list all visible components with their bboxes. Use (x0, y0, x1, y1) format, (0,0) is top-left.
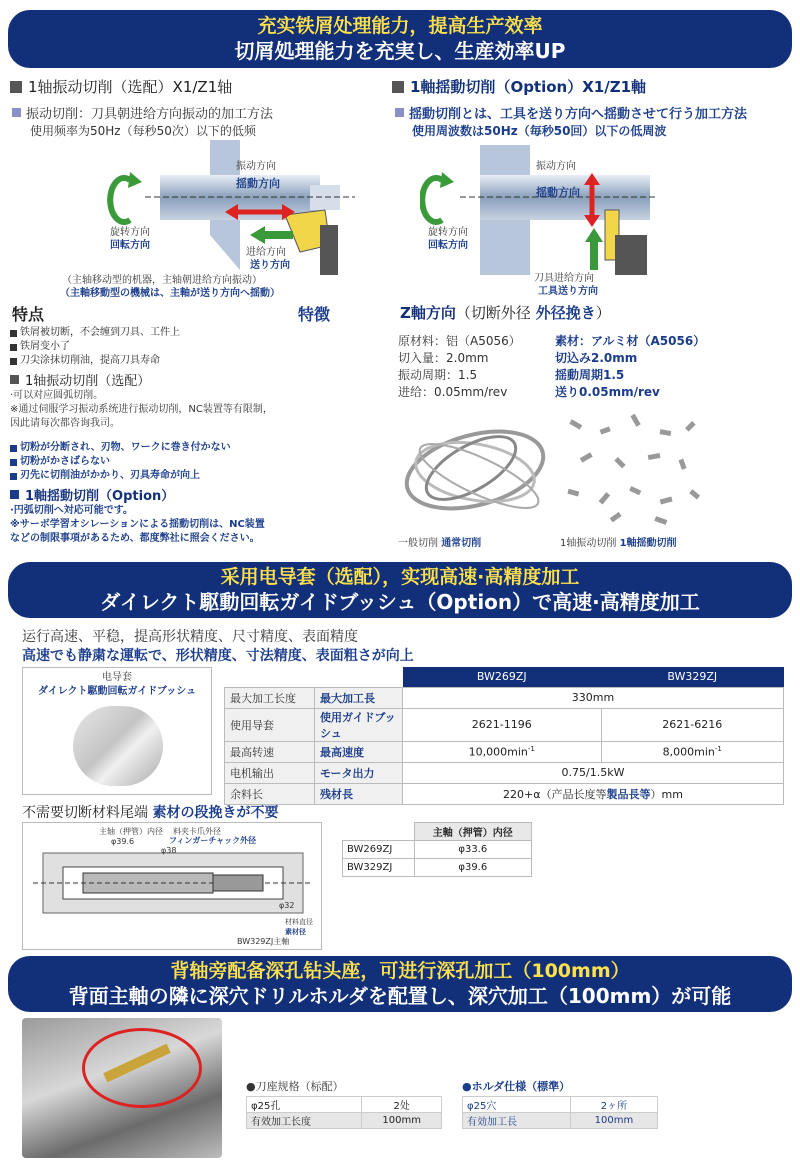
col-bw329zj: BW329ZJ (601, 667, 784, 687)
table-row: 有效加工长度 100mm (247, 1113, 442, 1129)
spindle-diagram-box (22, 822, 322, 950)
banner-title-jp: 切屑処理能力を充実し、生産効率UP (234, 39, 566, 63)
feature-jp-note-1: ※サーボ学習オシレーションによる揺動切削は、NC装置 (10, 519, 265, 530)
diag1-caption-cn: （主轴移动型的机器，主轴朝进给方向振动） (62, 275, 262, 286)
diag2-vib-jp: 揺動方向 (536, 186, 580, 199)
diag1-rot-jp: 回転方向 (110, 240, 150, 251)
spindle-bore-table: 主軸（押管）内径 BW269ZJ φ33.6 BW329ZJ φ39.6 (342, 822, 532, 877)
feature-jp-1: 切粉がかさばらない (10, 455, 380, 469)
feature-jp-note-0: ·円弧切削へ対応可能です。 (10, 505, 133, 516)
diag2-feed-cn: 刀具进给方向 (534, 273, 594, 284)
highlight-circle (82, 1028, 202, 1108)
table-row: 最大加工长度 最大加工長 330mm (225, 687, 784, 708)
spindle-caption: BW329ZJ主軸 (237, 937, 290, 946)
features-title-jp: 特徴 (298, 305, 331, 324)
diag1-rot-cn: 旋转方向 (110, 227, 150, 238)
holder-cn-table (246, 1096, 442, 1129)
feature-jp-0: 切粉が分断され、刃物、ワークに巻き付かない (10, 441, 380, 455)
table-row: 余料长 残材長 220+α（产品长度等製品長等）mm (225, 783, 784, 804)
table-row: 最高转速 最高速度 $10,000\min^{-1}$ $8,000\min^{-1}$ (225, 741, 784, 762)
feature-cn-1: 铁屑变小了 (10, 340, 380, 354)
banner-title-cn: 充实铁屑处理能力，提高生产效率 (257, 15, 543, 37)
diag2-rot-jp: 回転方向 (428, 240, 468, 251)
diag1-feed-cn: 进给方向 (246, 247, 286, 258)
feature-cn-note-2: 因此请每次都咨询我司。 (10, 418, 120, 429)
zaxis-caption-2: 1轴振动切削 1軸揺動切削 (560, 538, 677, 549)
diag2-feed-jp: 工具送り方向 (538, 286, 598, 297)
table-row: 使用导套 使用ガイドブッシュ 2621-1196 2621-6216 (225, 708, 784, 741)
banner2-title-cn: 采用电导套（选配），实现高速·高精度加工 (220, 566, 580, 588)
dim3-label-cn: 材料直径 (285, 918, 313, 926)
diag2-rot-cn: 旋转方向 (428, 227, 468, 238)
features-title-cn: 特点 (12, 305, 45, 324)
guide-bush-photo (73, 706, 163, 786)
dim3-label-jp: 素材径 (285, 928, 306, 936)
holder-jp-title: ●ホルダ仕様（標準） (462, 1080, 571, 1093)
feature-cn-note-0: ·可以对应圆弧切削。 (10, 390, 104, 401)
stock-title: 不需要切断材料尾端 素材の段挽きが不要 (22, 805, 279, 821)
feed-arrow (250, 226, 265, 244)
guide-spec-table (224, 667, 784, 805)
diag2-vib-cn: 振动方向 (536, 161, 576, 172)
table-row: 有効加工長 100mm (463, 1113, 658, 1129)
feed-arrow-2 (590, 240, 598, 270)
table-row: BW269ZJ φ33.6 (343, 841, 532, 859)
zaxis-title: Z軸方向（切断外径 外径挽き） (400, 304, 611, 322)
diag1-caption-jp: （主軸移動型の機械は、主軸が送り方向へ揺動） (60, 288, 280, 299)
rotation-arrow (110, 178, 130, 222)
holder-cn-title: ●刀座规格（标配） (246, 1080, 344, 1093)
banner-guide-bush (8, 562, 792, 618)
vib-cn-note: 使用频率为50Hz（每秒50次）以下的低频 (30, 124, 256, 138)
banner2-title-jp: ダイレクト駆動回転ガイドブッシュ（Option）で高速·高精度加工 (100, 590, 700, 614)
vibration-diagram-1 (100, 140, 360, 280)
table-row: φ25穴 2ヶ所 (463, 1097, 658, 1113)
dim2-label-jp: フィンガーチャック外径 (169, 836, 257, 845)
diag1-vib-cn: 振动方向 (236, 161, 276, 172)
dim3-value: φ32 (279, 901, 295, 910)
table-row: φ25孔 2处 (247, 1097, 442, 1113)
feature-cn-0: 铁屑被切断，不会缠到刀具、工件上 (10, 326, 380, 340)
vib-cn-heading: 1轴振动切削（选配）X1/Z1轴 (10, 76, 232, 97)
features-list (10, 326, 380, 546)
feature-jp-2: 刃先に切削油がかかり、刃具寿命が向上 (10, 469, 380, 483)
banner-chip-processing (8, 10, 792, 68)
diag1-feed-jp: 送り方向 (250, 260, 290, 271)
zaxis-caption-1: 一般切削 通常切削 (398, 538, 482, 549)
vib-jp-sub: 揺動切削とは、工具を送り方向へ揺動させて行う加工方法 (395, 103, 747, 122)
feature-jp-note-2: などの制限事項があるため、都度弊社に照会ください。 (10, 533, 260, 544)
table-row: 电机输出 モータ出力 0.75/1.5kW (225, 762, 784, 783)
guide-bush-image-box (22, 667, 212, 795)
banner-deep-hole (8, 956, 792, 1012)
feature-cn-note-1: ※通过伺服学习振动系统进行振动切削，NC装置等有限制， (10, 404, 273, 415)
rotation-arrow-2 (422, 178, 442, 222)
zaxis-cn-conditions: 原材料：铝（A5056） 切入量：2.0mm 振动周期：1.5 进给：0.05mm/rev (398, 334, 521, 399)
vib-cn-sub: 振动切削：刀具朝进给方向振动的加工方法 (12, 103, 273, 122)
zaxis-jp-conditions: 素材：アルミ材（A5056） 切込み2.0mm 揺動周期1.5 送り0.05mm/rev (555, 334, 706, 399)
feature-cn-head: 1轴振动切削（选配） (10, 370, 380, 389)
vibration-cut-chips-image (560, 410, 710, 530)
normal-cut-chips-image (395, 410, 555, 530)
deep-hole-photo (22, 1018, 222, 1158)
dim1-value: φ39.6 (111, 837, 135, 846)
col-bw269zj: BW269ZJ (403, 667, 602, 687)
guide-img-jp: ダイレクト駆動回転ガイドブッシュ (37, 686, 197, 697)
table-row: BW329ZJ φ39.6 (343, 859, 532, 877)
dim2-label-cn: 料夹卡爪外径 (173, 827, 221, 836)
vib-jp-heading: 1軸揺動切削（Option）X1/Z1軸 (392, 76, 646, 97)
feature-cn-2: 刀尖涂抹切削油，提高刀具寿命 (10, 354, 380, 368)
guide-intro-cn: 运行高速、平稳，提高形状精度、尺寸精度、表面精度 (22, 629, 358, 645)
feature-jp-head: 1軸揺動切削（Option） (10, 485, 380, 504)
diag1-vib-jp: 揺動方向 (236, 177, 280, 190)
dim1-label-cn: 主轴（押管）内径 (99, 827, 163, 836)
banner3-title-jp: 背面主軸の隣に深穴ドリルホルダを配置し、深穴加工（100mm）が可能 (68, 984, 732, 1008)
dim2-value: φ38 (161, 846, 177, 855)
banner3-title-cn: 背轴旁配备深孔钻头座，可进行深孔加工（100mm） (170, 960, 630, 982)
holder-jp-table (462, 1096, 658, 1129)
vib-jp-note: 使用周波数は50Hz（毎秒50回）以下の低周波 (412, 124, 667, 138)
guide-intro-jp: 高速でも静粛な運転で、形状精度、寸法精度、表面粗さが向上 (22, 648, 414, 664)
guide-img-cn: 电导套 (102, 672, 132, 683)
